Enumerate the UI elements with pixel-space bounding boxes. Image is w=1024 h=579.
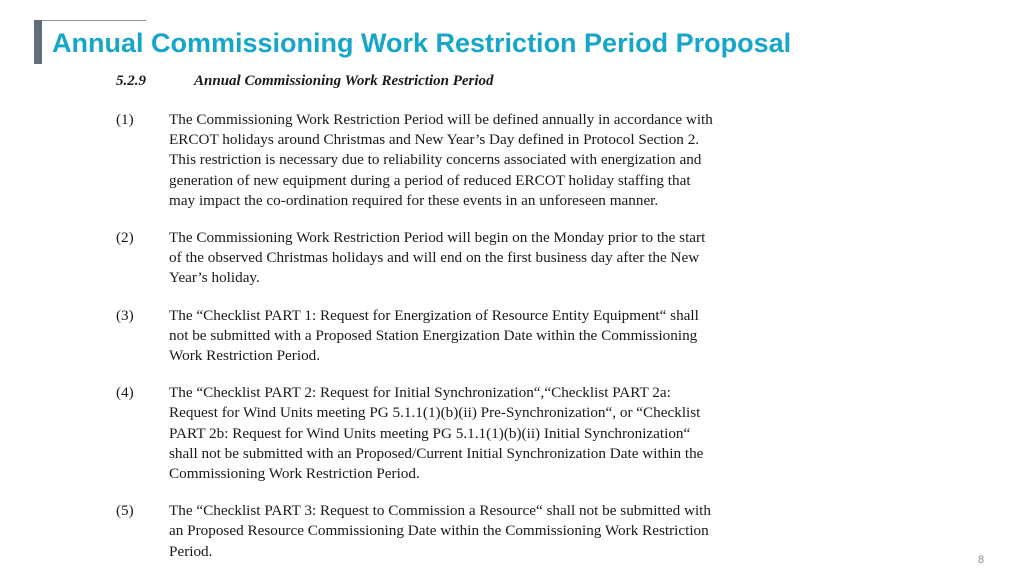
paragraph-text [169, 501, 809, 562]
text-line: Commissioning Work Restriction Period. [169, 465, 420, 483]
paragraph-number: (4) [116, 384, 134, 402]
text-line: Period. [169, 542, 213, 560]
title-accent-bar [34, 20, 42, 64]
text-line: The “Checklist PART 3: Request to Commission a Resource“ shall not be submitted with [169, 502, 711, 520]
text-line: may impact the co-ordination required for these events in an unforeseen manner. [169, 191, 659, 209]
paragraph-4 [116, 383, 816, 484]
paragraph-number: (3) [116, 306, 134, 324]
text-line: The Commissioning Work Restriction Period will be defined annually in accordance with [169, 111, 713, 128]
page-number: 8 [977, 554, 984, 566]
paragraph-text [169, 383, 809, 484]
section-number: 5.2.9 [116, 72, 146, 89]
paragraph-text [169, 110, 809, 211]
document-excerpt [116, 70, 816, 579]
paragraph-text [169, 228, 809, 289]
text-line: The “Checklist PART 1: Request for Energization of Resource Entity Equipment“ shall [169, 306, 699, 324]
text-line: ERCOT holidays around Christmas and New Year’s Day defined in Protocol Section 2. [169, 131, 700, 149]
text-line: This restriction is necessary due to reliability concerns associated with energization and [169, 151, 702, 169]
paragraph-3 [116, 306, 816, 367]
paragraph-2 [116, 228, 816, 289]
text-line: The Commissioning Work Restriction Period will begin on the Monday prior to the start [169, 229, 706, 247]
text-line: PART 2b: Request for Wind Units meeting PG 5.1.1(1)(b)(ii) Initial Synchronization“ [169, 424, 691, 442]
text-line: Request for Wind Units meeting PG 5.1.1(1)(b)(ii) Pre-Synchronization“, or “Checklist [169, 404, 701, 422]
title-rule [42, 20, 146, 21]
slide-title: Annual Commissioning Work Restriction Period Proposal [52, 28, 792, 58]
paragraph-number: (2) [116, 229, 134, 247]
paragraph-text [169, 306, 809, 367]
text-line: Work Restriction Period. [169, 347, 321, 365]
text-line: not be submitted with a Proposed Station Energization Date within the Commissioning [169, 326, 698, 344]
text-line: an Proposed Resource Commissioning Date within the Commissioning Work Restriction [169, 522, 709, 540]
text-line: of the observed Christmas holidays and will end on the first business day after the New [169, 249, 700, 267]
text-line: The “Checklist PART 2: Request for Initial Synchronization“,“Checklist PART 2a: [169, 384, 671, 402]
paragraph-number: (5) [116, 502, 134, 520]
paragraph-number: (1) [116, 111, 134, 128]
text-line: generation of new equipment during a period of reduced ERCOT holiday staffing that [169, 171, 691, 189]
section-title: Annual Commissioning Work Restriction Period [194, 72, 494, 89]
paragraph-5 [116, 501, 816, 562]
section-heading [116, 70, 816, 92]
text-line: shall not be submitted with an Proposed/Current Initial Synchronization Date within the [169, 444, 704, 462]
text-line: Year’s holiday. [169, 269, 260, 287]
paragraph-1 [116, 110, 816, 211]
